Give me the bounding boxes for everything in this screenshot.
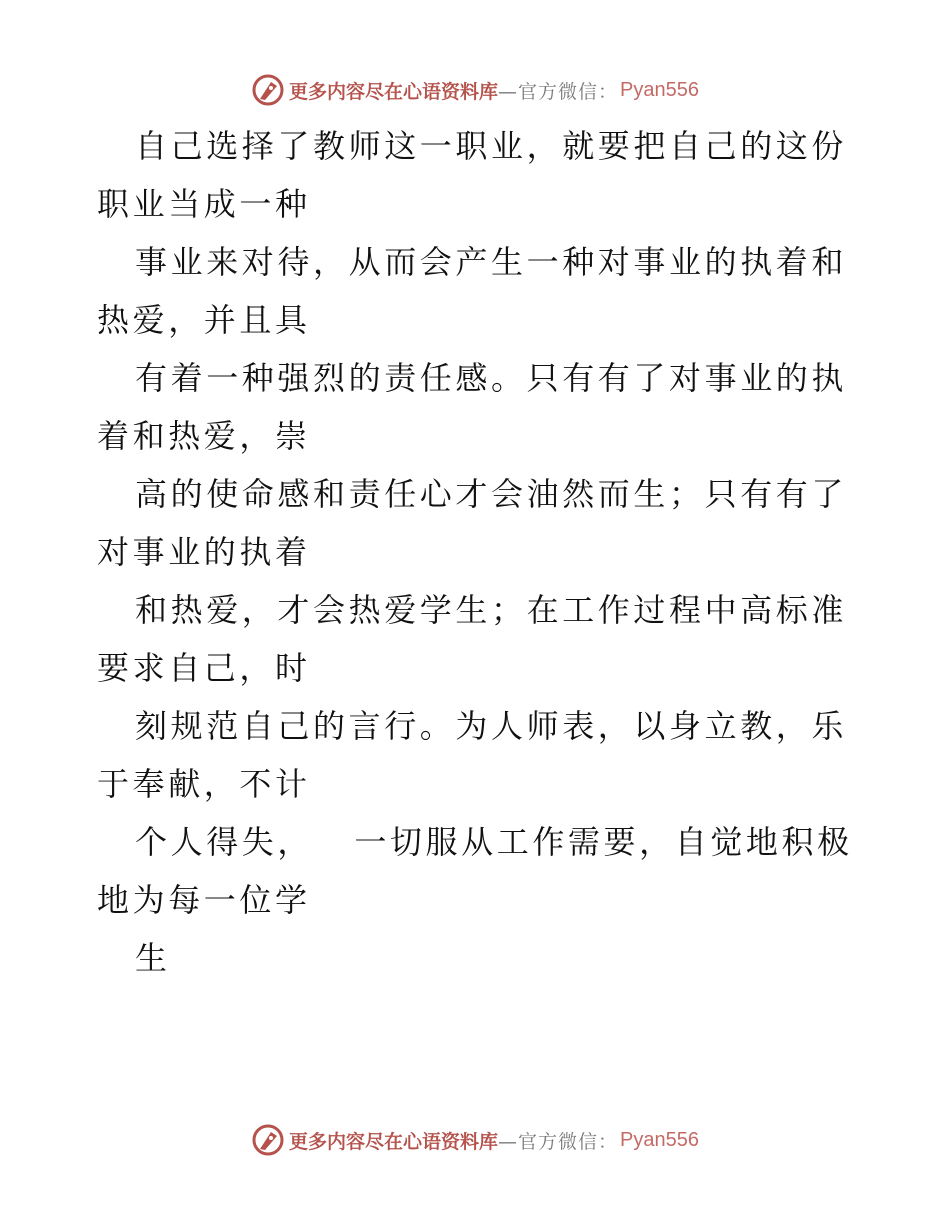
paragraph: 生 bbox=[135, 939, 171, 977]
footer-promo-text: 更多内容尽在心语资料库 bbox=[289, 1130, 499, 1153]
paragraph: 个人得失， 一切服从工作需要，自觉地积极地为每一位学 bbox=[97, 823, 853, 919]
pen-nib-logo-icon bbox=[251, 73, 285, 107]
paragraph: 有着一种强烈的责任感。只有有了对事业的执着和热爱，崇 bbox=[97, 359, 848, 455]
pen-nib-logo-icon bbox=[251, 1123, 285, 1157]
header-banner bbox=[0, 70, 950, 110]
paragraph: 和热爱，才会热爱学生；在工作过程中高标准要求自己，时 bbox=[97, 591, 848, 687]
paragraph: 刻规范自己的言行。为人师表，以身立教，乐于奉献，不计 bbox=[97, 707, 848, 803]
header-separator-text: —官方微信： bbox=[498, 80, 619, 103]
header-promo-text: 更多内容尽在心语资料库 bbox=[289, 80, 499, 103]
footer-wechat-id: Pyan556 bbox=[620, 1128, 699, 1151]
paragraph: 事业来对待，从而会产生一种对事业的执着和热爱，并且具 bbox=[97, 243, 848, 339]
paragraph: 自己选择了教师这一职业，就要把自己的这份职业当成一种 bbox=[97, 127, 848, 223]
header-wechat-id: Pyan556 bbox=[620, 78, 699, 101]
paragraph: 高的使命感和责任心才会油然而生；只有有了对事业的执着 bbox=[97, 475, 848, 571]
footer-separator-text: —官方微信： bbox=[498, 1130, 619, 1153]
footer-banner bbox=[0, 1120, 950, 1160]
document-body bbox=[97, 117, 857, 987]
